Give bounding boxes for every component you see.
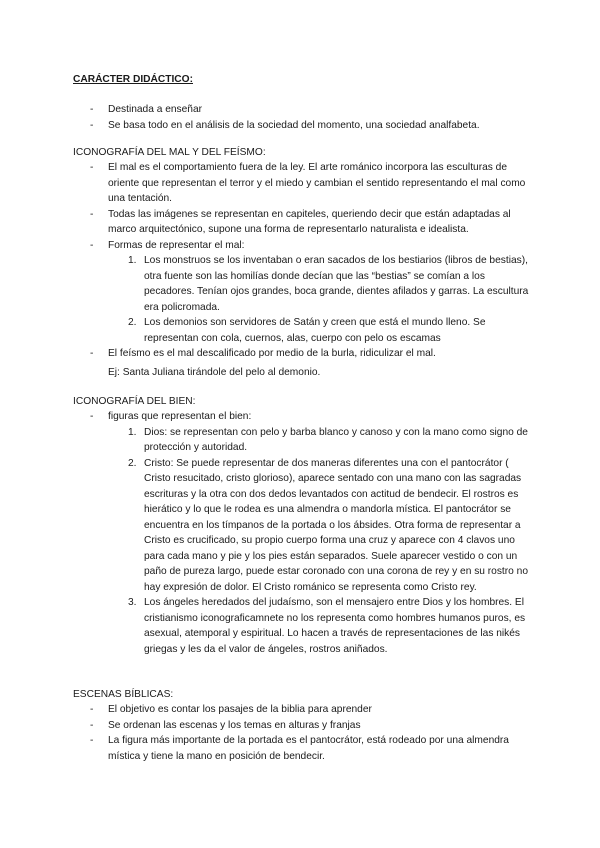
list-item: - El mal es el comportamiento fuera de la ley. El arte románico incorpora las esculturas de oriente que representan el terror y el miedo y cambian el sentido representando el mal como una tentación.: [73, 160, 535, 207]
item-text: Los demonios son servidores de Satán y creen que está el mundo lleno. Se representan con cola, cuernos, alas, cuerpo con pelo os escamas: [144, 317, 486, 344]
list-item: - Se ordenan las escenas y los temas en alturas y franjas: [73, 718, 535, 734]
item-text: Los ángeles heredados del judaísmo, son el mensajero entre Dios y los hombres. El cristianismo iconograficamnete no los representa como hombres humanos puros, es asexual, atemporal y espiritual. Lo hacen a través de representaciones de las nikés griegas y les da el valor de ángeles, rostros aniñados.: [144, 597, 526, 655]
item-number: 1.: [128, 255, 137, 266]
heading-iconografia-bien: ICONOGRAFÍA DEL BIEN:: [73, 396, 196, 407]
list-didactico: [73, 102, 535, 133]
item-number: 3.: [128, 597, 137, 608]
list-item: - El feísmo es el mal descalificado por medio de la burla, ridiculizar el mal.: [73, 346, 535, 362]
list-item: - Todas las imágenes se representan en capiteles, queriendo decir que están adaptadas al marco arquitectónico, supone una forma de representarlo naturalista e idealista.: [73, 207, 535, 238]
item-text: Dios: se representan con pelo y barba blanco y canoso y con la mano como signo de protección y autoridad.: [144, 426, 528, 453]
list-escenas: [73, 702, 535, 764]
item-text: Los monstruos se los inventaban o eran sacados de los bestiarios (libros de bestias), otra fuente son las homilías donde decían que las “bestias” se comían a los pecadores. Tenían ojos grandes, boca grande, dientes afilados y garras. La escultura era policromada.: [144, 255, 529, 313]
heading-caracter-didactico: CARÁCTER DIDÁCTICO:: [73, 74, 193, 85]
example-text: Ej: Santa Juliana tirándole del pelo al demonio.: [108, 367, 321, 378]
list-item: - Destinada a enseñar: [73, 102, 535, 118]
item-number: 1.: [128, 426, 137, 438]
list-feismo: [73, 160, 535, 362]
item-number: 2.: [128, 457, 137, 469]
list-item: - El objetivo es contar los pasajes de la biblia para aprender: [73, 702, 535, 718]
list-item-label: - Formas de representar el mal:: [108, 239, 245, 251]
numbered-list-formas: [108, 253, 535, 346]
numbered-list-bien: [108, 425, 535, 658]
list-item-formas: [73, 238, 535, 347]
list-item-label: - figuras que representan el bien:: [108, 411, 252, 422]
item-number: 2.: [128, 317, 137, 328]
list-item: - La figura más importante de la portada es el pantocrátor, está rodeado por una almendra mística y tiene la mano en posición de bendecir.: [73, 733, 535, 764]
numbered-item: [108, 425, 535, 456]
heading-iconografia-mal: ICONOGRAFÍA DEL MAL Y DEL FEÍSMO:: [73, 147, 266, 158]
numbered-item: [108, 315, 535, 346]
heading-escenas-biblicas: ESCENAS BÍBLICAS:: [73, 689, 174, 700]
list-bien: [73, 409, 535, 657]
numbered-item: [108, 456, 535, 596]
list-item: - Se basa todo en el análisis de la sociedad del momento, una sociedad analfabeta.: [73, 118, 535, 134]
numbered-item: [108, 595, 535, 657]
numbered-item: [108, 253, 535, 315]
item-text: Cristo: Se puede representar de dos maneras diferentes una con el pantocrátor ( Cristo resucitado, cristo glorioso), aparece sentado con una mano con las sagradas escrituras y la otra con dos dedos levantados con actitud de bendecir. El rostros es hierático y lo que le rodea es una almendra o mandorla mística. El pantocrátor se encuentra en los tímpanos de la portada o los ábsides. Otra forma de representar a Cristo es crucificado, su propio cuerpo forma una cruz y aparece con 4 clavos uno para cada mano y pie y los pies están separados. Suele aparecer vestido o con un paño de pureza largo, puede estar coronado con una corona de rey y en su rostro no hay expresión de dolor. El Cristo románico se representa como Cristo rey.: [144, 457, 528, 593]
list-item-figuras: [73, 409, 535, 657]
